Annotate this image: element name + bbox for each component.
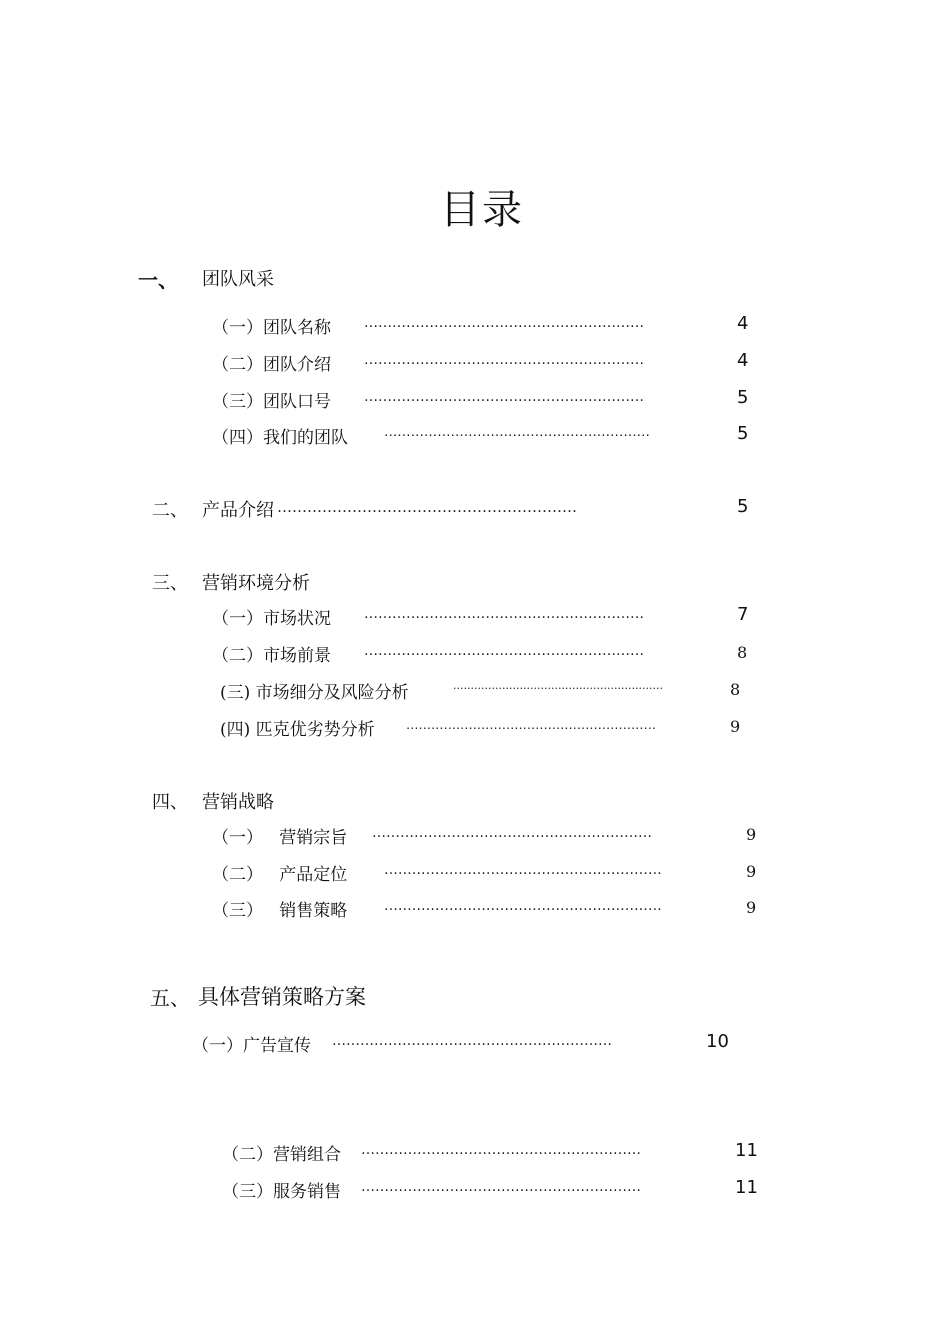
section-5-title: 具体营销策略方案 [198,985,366,1009]
toc-entry-page: 8 [737,643,748,662]
dot-leader: …………………………………………………… [332,1033,612,1049]
dot-leader: …………………………………………………… [364,315,644,331]
section-2-page: 5 [737,496,749,517]
dot-leader: …………………………………………………… [384,425,650,440]
toc-entry-page: 11 [735,1177,758,1198]
toc-entry-page: 11 [735,1140,758,1161]
toc-entry-page: 10 [706,1031,729,1052]
toc-entry-label: （三）服务销售 [222,1182,341,1202]
section-2-number: 二、 [152,500,188,521]
toc-entry-label: （四）我们的团队 [212,428,348,448]
toc-entry-label: （一） 营销宗旨 [212,828,348,848]
toc-entry-label: （一）广告宣传 [192,1036,311,1056]
dot-leader: …………………………………………………… [361,1142,641,1158]
toc-entry-label: （二）团队介绍 [212,355,331,375]
toc-entry-page: 5 [737,423,749,444]
toc-entry-page: 5 [737,387,749,408]
dot-leader: …………………………………………………… [277,498,577,516]
toc-entry-page: 4 [737,313,749,334]
section-3-number: 三、 [152,573,188,594]
section-1-number: 一、 [138,268,178,292]
dot-leader: …………………………………………………… [384,898,662,914]
section-3-title: 营销环境分析 [202,573,310,594]
toc-entry-page: 8 [730,680,741,699]
dot-leader: …………………………………………………… [364,606,644,622]
toc-entry-label: （一）团队名称 [212,318,331,338]
section-4-number: 四、 [152,792,188,813]
dot-leader: …………………………………………………… [406,717,656,732]
toc-entry-page: 4 [737,350,749,371]
toc-entry-page: 9 [746,825,757,844]
toc-entry-page: 9 [746,898,757,917]
toc-entry-page: 7 [737,604,749,625]
dot-leader: …………………………………………………… [361,1179,641,1195]
dot-leader: …………………………………………………… [384,862,662,878]
toc-entry-label: （二）市场前景 [212,646,331,666]
section-4-title: 营销战略 [202,792,274,813]
toc-entry-label: （二）营销组合 [222,1145,341,1165]
toc-entry-label: (三) 市场细分及风险分析 [220,683,409,703]
toc-entry-label: (四) 匹克优劣势分析 [220,720,375,740]
dot-leader: …………………………………………………… [372,825,652,841]
toc-entry-label: （一）市场状况 [212,609,331,629]
dot-leader: …………………………………………………… [453,680,663,692]
toc-entry-label: （三）团队口号 [212,392,331,412]
dot-leader: …………………………………………………… [364,389,644,405]
page-title: 目录 [440,187,524,233]
toc-entry-page: 9 [730,717,741,736]
section-5-number: 五、 [150,986,190,1010]
toc-entry-page: 9 [746,862,757,881]
dot-leader: …………………………………………………… [364,643,644,659]
dot-leader: …………………………………………………… [364,352,644,368]
toc-entry-label: （二） 产品定位 [212,865,348,885]
toc-entry-label: （三） 销售策略 [212,901,348,921]
section-2-title: 产品介绍 [202,500,274,521]
section-1-title: 团队风采 [202,269,274,290]
